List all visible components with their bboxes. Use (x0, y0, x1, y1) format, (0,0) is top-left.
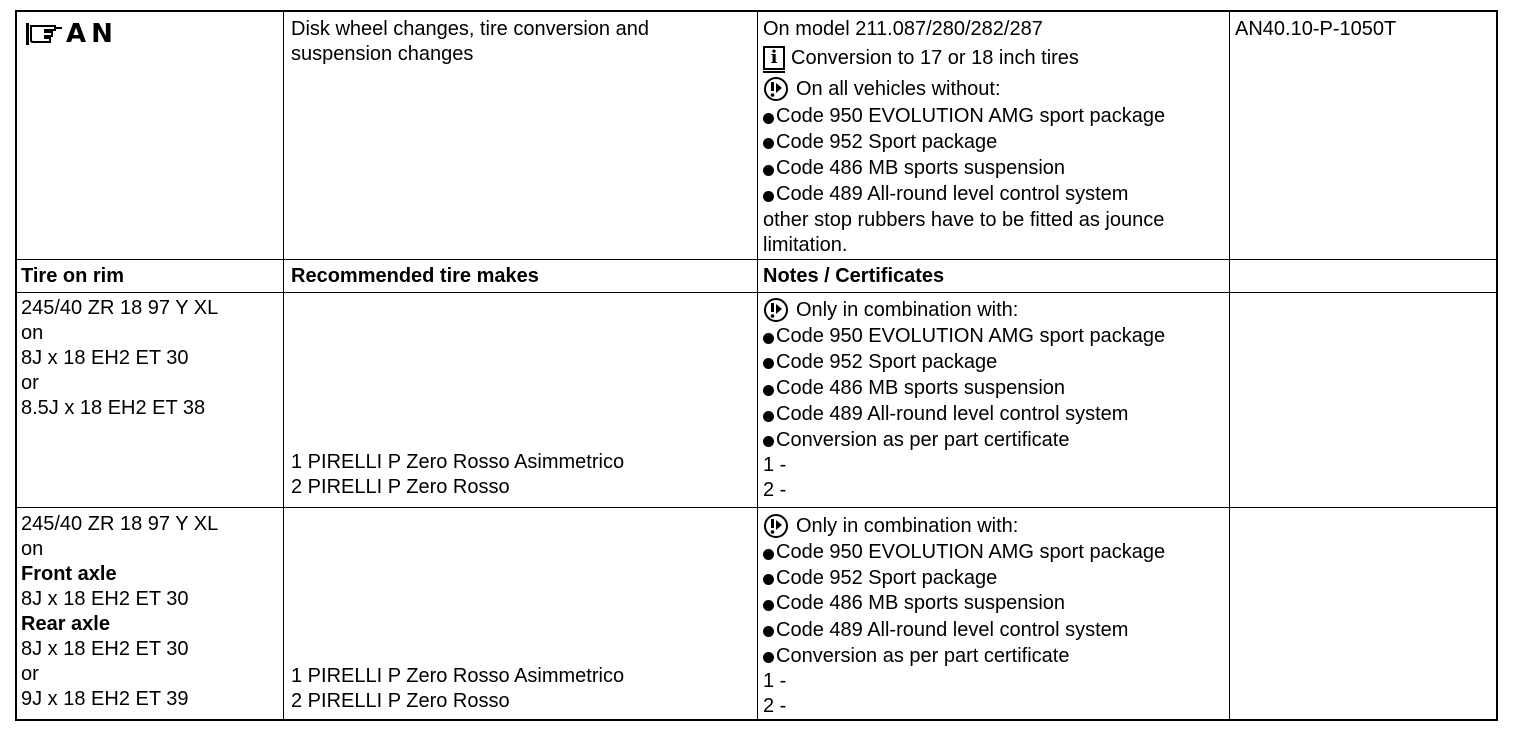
column-header-notes: Notes / Certificates (763, 265, 945, 287)
tire-spec-line: or (21, 663, 39, 685)
bullet-dot (763, 138, 774, 149)
description-cell (291, 17, 649, 67)
code-text: Code 950 EVOLUTION AMG sport package (776, 105, 1166, 128)
tire-conversion-table (15, 10, 1498, 721)
bullet-dot (763, 113, 774, 124)
bullet-dot (763, 626, 774, 637)
bullet-dot (763, 549, 774, 560)
tire-spec-line: 8J x 18 EH2 ET 30 (21, 638, 189, 660)
tire-spec-line: or (21, 372, 39, 394)
notes-intro-text: Only in combination with: (796, 298, 1019, 321)
restriction-intro-text: On all vehicles without: (796, 77, 1001, 100)
tire-make: 2 PIRELLI P Zero Rosso (291, 690, 510, 712)
notes-item-text: Code 952 Sport package (776, 350, 998, 373)
bullet-dot (763, 652, 774, 663)
note-icon (763, 513, 789, 539)
tire-spec-line: 245/40 ZR 18 97 Y XL (21, 297, 219, 319)
section-code: AN (66, 19, 118, 49)
tire-make: 1 PIRELLI P Zero Rosso Asimmetrico (291, 665, 625, 687)
code-text: Code 952 Sport package (776, 130, 998, 153)
model-notes-cell (763, 17, 1165, 258)
notes-item-text: Code 950 EVOLUTION AMG sport package (776, 325, 1166, 348)
column-divider (757, 12, 758, 719)
notes-item (763, 402, 1165, 428)
notes-intro (763, 512, 1165, 540)
restriction-intro (763, 74, 1165, 104)
code-item (763, 130, 1165, 156)
notes-cell (763, 296, 1165, 503)
notes-intro (763, 296, 1165, 324)
row-divider (17, 259, 1496, 260)
description-line: suspension changes (291, 43, 474, 65)
notes-item (763, 617, 1165, 644)
bullet-dot (763, 385, 774, 396)
column-header-tire-on-rim: Tire on rim (21, 265, 124, 287)
notes-intro-text: Only in combination with: (796, 514, 1019, 537)
column-divider (1229, 12, 1230, 719)
tire-spec-line: 9J x 18 EH2 ET 39 (21, 688, 189, 710)
notes-item (763, 540, 1165, 566)
bullet-dot (763, 600, 774, 611)
conversion-note-text: Conversion to 17 or 18 inch tires (791, 46, 1079, 69)
notes-cell (763, 512, 1165, 719)
bullet-dot (763, 333, 774, 344)
section-label (25, 19, 118, 49)
restriction-tail: other stop rubbers have to be fitted as jounce (763, 208, 1165, 231)
numbered-note: 2 - (763, 695, 787, 717)
info-icon: i (763, 46, 785, 70)
notes-item (763, 375, 1165, 402)
tire-makes-cell (291, 664, 624, 714)
code-item (763, 155, 1165, 182)
column-header-recommended: Recommended tire makes (291, 265, 539, 287)
restriction-tail: limitation. (763, 233, 848, 256)
note-icon (763, 297, 789, 323)
bullet-dot (763, 358, 774, 369)
tire-spec-line: on (21, 322, 44, 344)
notes-item-text: Code 489 All-round level control system (776, 618, 1129, 641)
notes-item-text: Conversion as per part certificate (776, 428, 1070, 451)
axle-label: Rear axle (21, 613, 110, 635)
code-text: Code 489 All-round level control system (776, 183, 1129, 206)
bullet-dot (763, 411, 774, 422)
notes-item-text: Code 950 EVOLUTION AMG sport package (776, 541, 1166, 564)
description-line: Disk wheel changes, tire conversion and (291, 18, 649, 40)
column-divider (283, 12, 284, 719)
tire-spec-cell (21, 512, 218, 712)
numbered-note: 1 - (763, 454, 787, 476)
notes-item (763, 644, 1165, 670)
notes-item-text: Code 952 Sport package (776, 566, 998, 589)
axle-label: Front axle (21, 563, 117, 585)
notes-item-text: Code 486 MB sports suspension (776, 592, 1066, 615)
numbered-note: 2 - (763, 479, 787, 501)
code-text: Code 486 MB sports suspension (776, 157, 1066, 179)
notes-item (763, 591, 1165, 617)
row-divider (17, 507, 1496, 508)
tire-spec-line: 245/40 ZR 18 97 Y XL (21, 513, 219, 535)
note-icon (763, 76, 789, 102)
tire-spec-line: 8.5J x 18 EH2 ET 38 (21, 397, 206, 419)
notes-item (763, 428, 1165, 454)
model-line: On model 211.087/280/282/287 (763, 18, 1043, 40)
tire-spec-line: on (21, 538, 44, 560)
notes-item (763, 350, 1165, 376)
tire-spec-line: 8J x 18 EH2 ET 30 (21, 588, 189, 610)
numbered-note: 1 - (763, 670, 787, 692)
tire-make: 1 PIRELLI P Zero Rosso Asimmetrico (291, 451, 625, 473)
code-item (763, 182, 1165, 208)
tire-spec-line: 8J x 18 EH2 ET 30 (21, 347, 189, 369)
tire-make: 2 PIRELLI P Zero Rosso (291, 476, 510, 498)
notes-item (763, 324, 1165, 350)
conversion-note (763, 42, 1165, 74)
document-id: AN40.10-P-1050T (1235, 18, 1397, 40)
row-divider (17, 292, 1496, 293)
tire-makes-cell (291, 450, 624, 500)
bullet-dot (763, 191, 774, 202)
bullet-dot (763, 436, 774, 447)
bullet-dot (763, 574, 774, 585)
tire-spec-cell (21, 296, 218, 421)
notes-item-text: Conversion as per part certificate (776, 644, 1070, 667)
pointing-hand-icon (25, 22, 63, 46)
notes-item-text: Code 489 All-round level control system (776, 403, 1129, 426)
code-item (763, 104, 1165, 130)
notes-item-text: Code 486 MB sports suspension (776, 377, 1066, 399)
bullet-dot (763, 165, 774, 176)
notes-item (763, 566, 1165, 592)
